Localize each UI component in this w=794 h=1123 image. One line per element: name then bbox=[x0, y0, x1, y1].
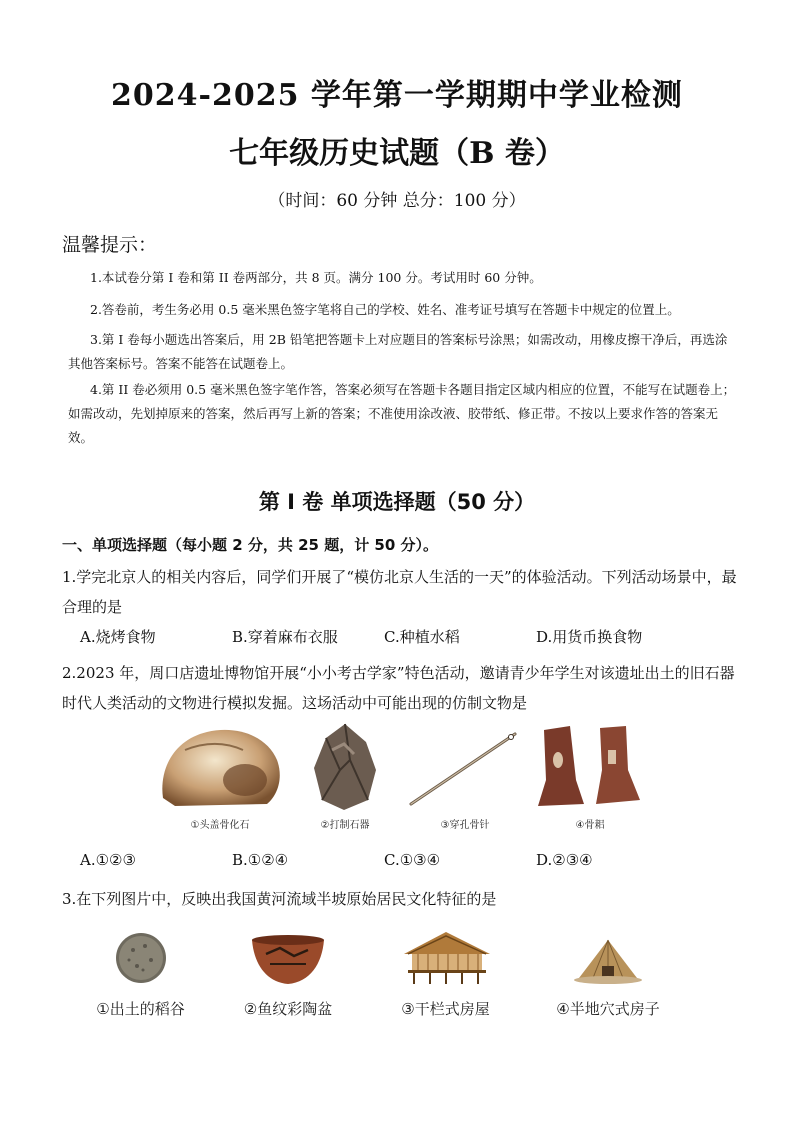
option-d[interactable]: D.②③④ bbox=[536, 851, 593, 869]
figure-caption: ②鱼纹彩陶盆 bbox=[243, 1000, 333, 1018]
option-a[interactable]: A.烧烤食物 bbox=[80, 628, 156, 646]
figure-rice-grains bbox=[68, 930, 213, 1019]
tip-3: 3.第 I 卷每小题选出答案后，用 2B 铅笔把答题卡上对应题目的答案标号涂黑；如需改动，用橡皮擦干净后，再选涂其他答案标号。答案不能答在试题卷上。 bbox=[68, 332, 728, 371]
option-b[interactable]: B.①②④ bbox=[232, 851, 289, 869]
figure-caption: ②打制石器 bbox=[320, 820, 370, 831]
tip-1: 1.本试卷分第 I 卷和第 II 卷两部分，共 8 页。满分 100 分。考试用时 60 分钟。 bbox=[90, 270, 542, 285]
question-2-text: 2.2023 年，周口店遗址博物馆开展“小小考古学家”特色活动，邀请青少年学生对该遗址出土的旧石器时代人类活动的文物进行模拟发掘。这场活动中可能出现的仿制文物是 bbox=[62, 664, 735, 712]
figure-semi-cave-house bbox=[528, 936, 688, 1019]
tip-4: 4.第 II 卷必须用 0.5 毫米黑色签字笔作答，答案必须写在答题卡各题目指定区域内相应的位置，不能写在试题卷上；如需改动，先划掉原来的答案，然后再写上新的答案；不准使用涂改液、胶带纸、修正带。不按以上要求作答的答案无效。 bbox=[68, 382, 736, 445]
option-c[interactable]: C.种植水稻 bbox=[384, 628, 460, 646]
figure-caption: ①出土的稻谷 bbox=[96, 1000, 185, 1018]
stilt-house-icon bbox=[398, 928, 494, 986]
tip-2: 2.答卷前，考生务必用 0.5 毫米黑色签字笔将自己的学校、姓名、准考证号填写在答题卡中规定的位置上。 bbox=[90, 302, 680, 317]
figure-stilt-house bbox=[363, 928, 528, 1019]
question-2-figures bbox=[150, 720, 650, 831]
skull-fossil-icon bbox=[155, 720, 285, 812]
bone-spade-icon bbox=[530, 720, 650, 812]
figure-bone-spade bbox=[530, 720, 650, 831]
option-a[interactable]: A.①②③ bbox=[80, 851, 136, 869]
question-2-options bbox=[80, 851, 740, 869]
bone-needle-icon bbox=[405, 720, 525, 812]
tips-heading: 温馨提示： bbox=[62, 234, 158, 256]
figure-fish-basin bbox=[213, 934, 363, 1019]
figure-caption: ④半地穴式房子 bbox=[556, 1000, 660, 1018]
semi-cave-house-icon bbox=[573, 936, 643, 986]
figure-skull-fossil bbox=[150, 720, 290, 831]
option-d[interactable]: D.用货币换食物 bbox=[536, 628, 643, 646]
fish-pottery-basin-icon bbox=[250, 934, 326, 986]
figure-caption: ③干栏式房屋 bbox=[401, 1000, 490, 1018]
question-1-options bbox=[80, 626, 740, 647]
section-title: 第 I 卷 单项选择题（50 分） bbox=[258, 490, 536, 514]
figure-stone-tool bbox=[290, 720, 400, 831]
question-2 bbox=[62, 658, 738, 718]
question-3-figures bbox=[68, 928, 688, 1019]
stone-tool-icon bbox=[310, 720, 380, 812]
exam-title: 2024-2025 学年第一学期期中学业检测 bbox=[111, 78, 683, 113]
question-3 bbox=[62, 884, 738, 914]
option-b[interactable]: B.穿着麻布衣服 bbox=[232, 628, 338, 646]
figure-caption: ④骨耜 bbox=[575, 820, 605, 831]
question-1-text: 1.学完北京人的相关内容后，同学们开展了“模仿北京人生活的一天”的体验活动。下列活动场景中，最合理的是 bbox=[62, 568, 737, 616]
time-info: （时间：60 分钟 总分：100 分） bbox=[268, 191, 526, 211]
question-3-text: 3.在下列图片中，反映出我国黄河流域半坡原始居民文化特征的是 bbox=[62, 890, 497, 908]
rice-grains-icon bbox=[113, 930, 169, 986]
figure-caption: ③穿孔骨针 bbox=[440, 820, 490, 831]
option-c[interactable]: C.①③④ bbox=[384, 851, 441, 869]
figure-bone-needle bbox=[400, 720, 530, 831]
part-title: 一、单项选择题（每小题 2 分，共 25 题，计 50 分）。 bbox=[62, 536, 439, 554]
figure-caption: ①头盖骨化石 bbox=[190, 820, 250, 831]
exam-subtitle: 七年级历史试题（B 卷） bbox=[229, 136, 565, 171]
question-1 bbox=[62, 562, 738, 622]
